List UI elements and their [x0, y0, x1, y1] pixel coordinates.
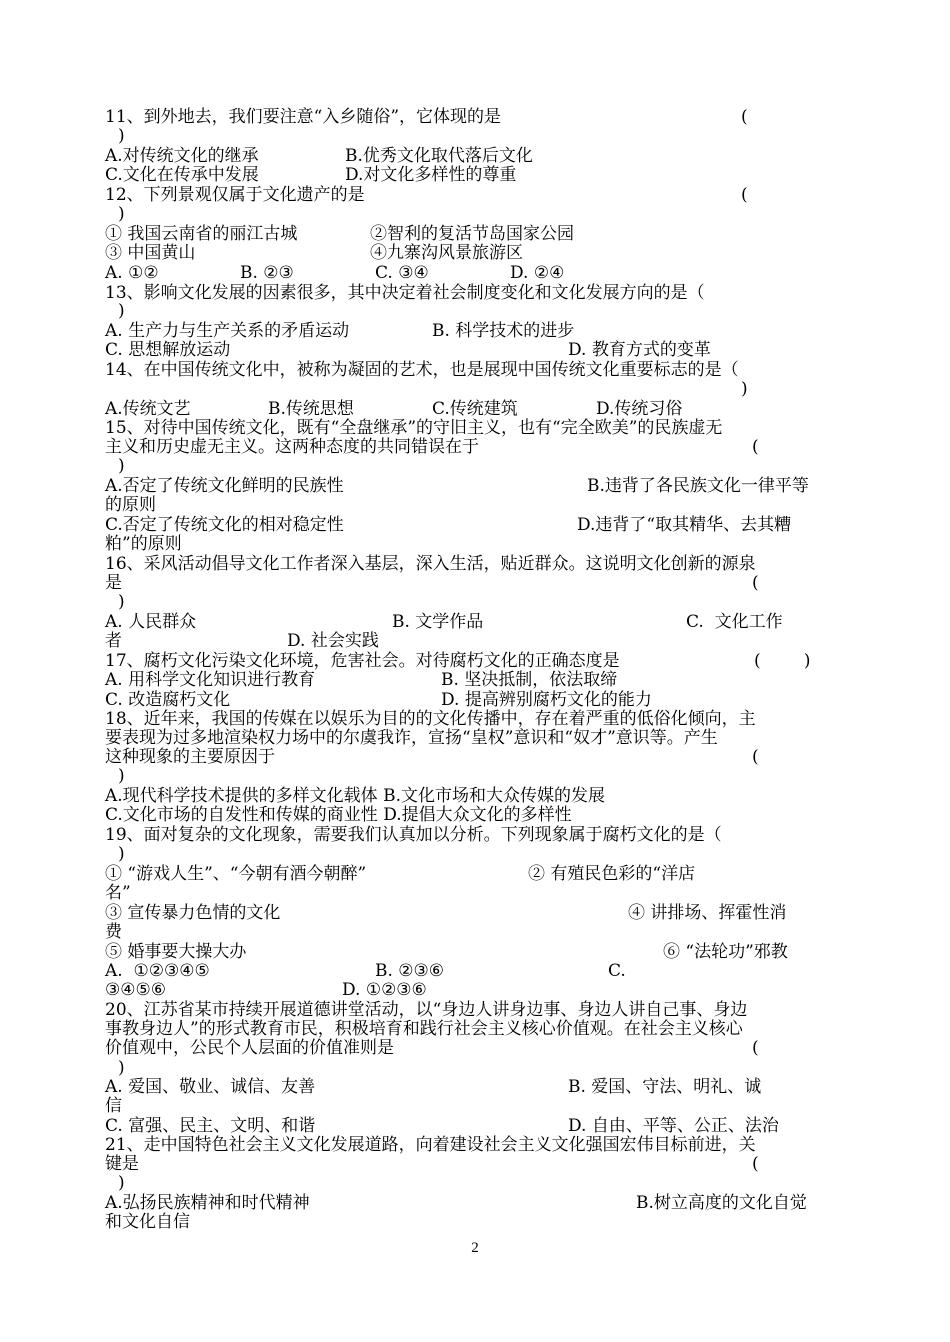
text-line: 者	[105, 631, 122, 651]
text-line: A. ①②	[105, 263, 159, 283]
text-line: 17、腐朽文化污染文化环境，危害社会。对待腐朽文化的正确态度是	[105, 651, 620, 671]
text-line: B.优秀文化取代落后文化	[345, 146, 533, 166]
text-line: 18、近年来，我国的传媒在以娱乐为目的的文化传播中，存在着严重的低俗化倾向，主	[105, 709, 756, 729]
text-line: D. 社会实践	[287, 631, 379, 651]
text-line: B. ②③	[240, 263, 294, 283]
text-line: )	[118, 766, 125, 786]
text-line: ③ 中国黄山	[105, 243, 196, 263]
text-line: D. 自由、平等、公正、法治	[568, 1116, 779, 1136]
text-line: 16、采风活动倡导文化工作者深入基层，深入生活，贴近群众。这说明文化创新的源泉	[105, 554, 756, 574]
text-line: (	[752, 1154, 759, 1174]
text-line: D. ①②③⑥	[342, 980, 427, 1000]
text-line: 15、对待中国传统文化，既有“全盘继承”的守旧主义，也有“完全欧美”的民族虚无	[105, 418, 723, 438]
text-line: ① 我国云南省的丽江古城	[105, 224, 298, 244]
text-line: 20、江苏省某市持续开展道德讲堂活动，以“身边人讲身边事、身边人讲自己事、身边	[105, 1000, 748, 1020]
text-line: A.否定了传统文化鲜明的民族性	[105, 476, 344, 496]
text-line: D. 教育方式的变革	[568, 340, 711, 360]
text-line: (	[752, 747, 759, 767]
text-line: A. 生产力与生产关系的矛盾运动	[105, 321, 350, 341]
text-line: C. 思想解放运动	[105, 340, 231, 360]
text-line: ⑥ “法轮功”邪教	[663, 942, 788, 962]
text-line: 这种现象的主要原因于	[105, 747, 275, 767]
text-line: 信	[105, 1096, 122, 1116]
text-line: )	[118, 1173, 125, 1193]
text-line: (	[741, 107, 748, 127]
text-line: B. 爱国、守法、明礼、诚	[568, 1077, 762, 1097]
text-line: 粕”的原则	[105, 534, 182, 554]
text-line: ③ 宣传暴力色情的文化	[105, 903, 281, 923]
text-line: )	[118, 301, 125, 321]
text-line: A.现代科学技术提供的多样文化载体 B.文化市场和大众传媒的发展	[105, 786, 605, 806]
text-line: ① “游戏人生”、“今朝有酒今朝醉”	[105, 864, 367, 884]
text-line: 键是	[105, 1154, 139, 1174]
text-line: ②智利的复活节岛国家公园	[370, 224, 574, 244]
text-line: 名”	[105, 883, 131, 903]
text-line: (	[752, 437, 759, 457]
text-line: )	[118, 844, 125, 864]
text-line: A.对传统文化的继承	[105, 146, 259, 166]
text-line: )	[741, 379, 748, 399]
text-line: B.树立高度的文化自觉	[636, 1193, 807, 1213]
text-line: )	[118, 126, 125, 146]
text-line: 和文化自信	[105, 1212, 190, 1232]
text-line: B. 坚决抵制，依法取缔	[441, 670, 618, 690]
text-line: A. 爱国、敬业、诚信、友善	[105, 1077, 316, 1097]
text-line: D. ②④	[510, 263, 565, 283]
text-line: ② 有殖民色彩的“洋店	[528, 864, 696, 884]
text-line: C.传统建筑	[432, 399, 518, 419]
text-line: C.	[608, 961, 626, 981]
text-line: C.文化在传承中发展	[105, 165, 259, 185]
text-line: C. 文化工作	[686, 612, 783, 632]
text-line: B. 文学作品	[392, 612, 484, 632]
text-line: 要表现为过多地渲染权力场中的尔虞我诈，宣扬“皇权”意识和“奴才”意识等。产生	[105, 728, 718, 748]
text-line: B.违背了各民族文化一律平等	[587, 476, 809, 496]
text-line: ( )	[754, 651, 811, 671]
text-line: 12、下列景观仅属于文化遗产的是	[105, 185, 365, 205]
text-line: D.对文化多样性的尊重	[345, 165, 517, 185]
text-line: ④ 讲排场、挥霍性消	[628, 903, 787, 923]
text-line: 19、面对复杂的文化现象，需要我们认真加以分析。下列现象属于腐朽文化的是（	[105, 825, 722, 845]
text-line: A.弘扬民族精神和时代精神	[105, 1193, 310, 1213]
text-line: B.传统思想	[268, 399, 354, 419]
text-line: A. 用科学文化知识进行教育	[105, 670, 316, 690]
text-line: C. 改造腐朽文化	[105, 690, 231, 710]
text-line: )	[118, 592, 125, 612]
text-line: 是	[105, 573, 122, 593]
text-line: ③④⑤⑥	[105, 980, 166, 1000]
text-line: 价值观中，公民个人层面的价值准则是	[105, 1038, 394, 1058]
text-line: D.违背了“取其精华、去其糟	[577, 515, 792, 535]
text-line: (	[741, 185, 748, 205]
text-line: C. 富强、民主、文明、和谐	[105, 1116, 316, 1136]
text-line: C.文化市场的自发性和传媒的商业性 D.提倡大众文化的多样性	[105, 805, 572, 825]
text-line: A. 人民群众	[105, 612, 197, 632]
text-line: C. ③④	[375, 263, 429, 283]
text-line: ④九寨沟风景旅游区	[370, 243, 523, 263]
text-line: 11、到外地去，我们要注意“入乡随俗”，它体现的是	[105, 107, 502, 127]
text-line: )	[118, 204, 125, 224]
text-line: 13、影响文化发展的因素很多，其中决定着社会制度变化和文化发展方向的是（	[105, 283, 705, 303]
text-line: B. 科学技术的进步	[432, 321, 575, 341]
text-line: )	[118, 456, 125, 476]
text-line: D.传统习俗	[596, 399, 683, 419]
text-line: D. 提高辨别腐朽文化的能力	[441, 690, 652, 710]
text-line: 事教身边人”的形式教育市民，积极培育和践行社会主义核心价值观。在社会主义核心	[105, 1019, 743, 1039]
text-line: B. ②③⑥	[375, 961, 445, 981]
text-line: 费	[105, 922, 122, 942]
text-line: (	[752, 573, 759, 593]
text-line: 14、在中国传统文化中，被称为凝固的艺术，也是展现中国传统文化重要标志的是（	[105, 360, 739, 380]
text-line: )	[118, 1058, 125, 1078]
text-line: A. ①②③④⑤	[105, 961, 210, 981]
text-line: A.传统文艺	[105, 399, 191, 419]
text-line: 主义和历史虚无主义。这两种态度的共同错误在于	[105, 437, 479, 457]
page-number: 2	[471, 1240, 479, 1256]
text-line: (	[752, 1038, 759, 1058]
text-line: C.否定了传统文化的相对稳定性	[105, 515, 344, 535]
text-line: 的原则	[105, 495, 156, 515]
text-line: 21、走中国特色社会主义文化发展道路，向着建设社会主义文化强国宏伟目标前进，关	[105, 1135, 756, 1155]
text-line: ⑤ 婚事要大操大办	[105, 942, 247, 962]
